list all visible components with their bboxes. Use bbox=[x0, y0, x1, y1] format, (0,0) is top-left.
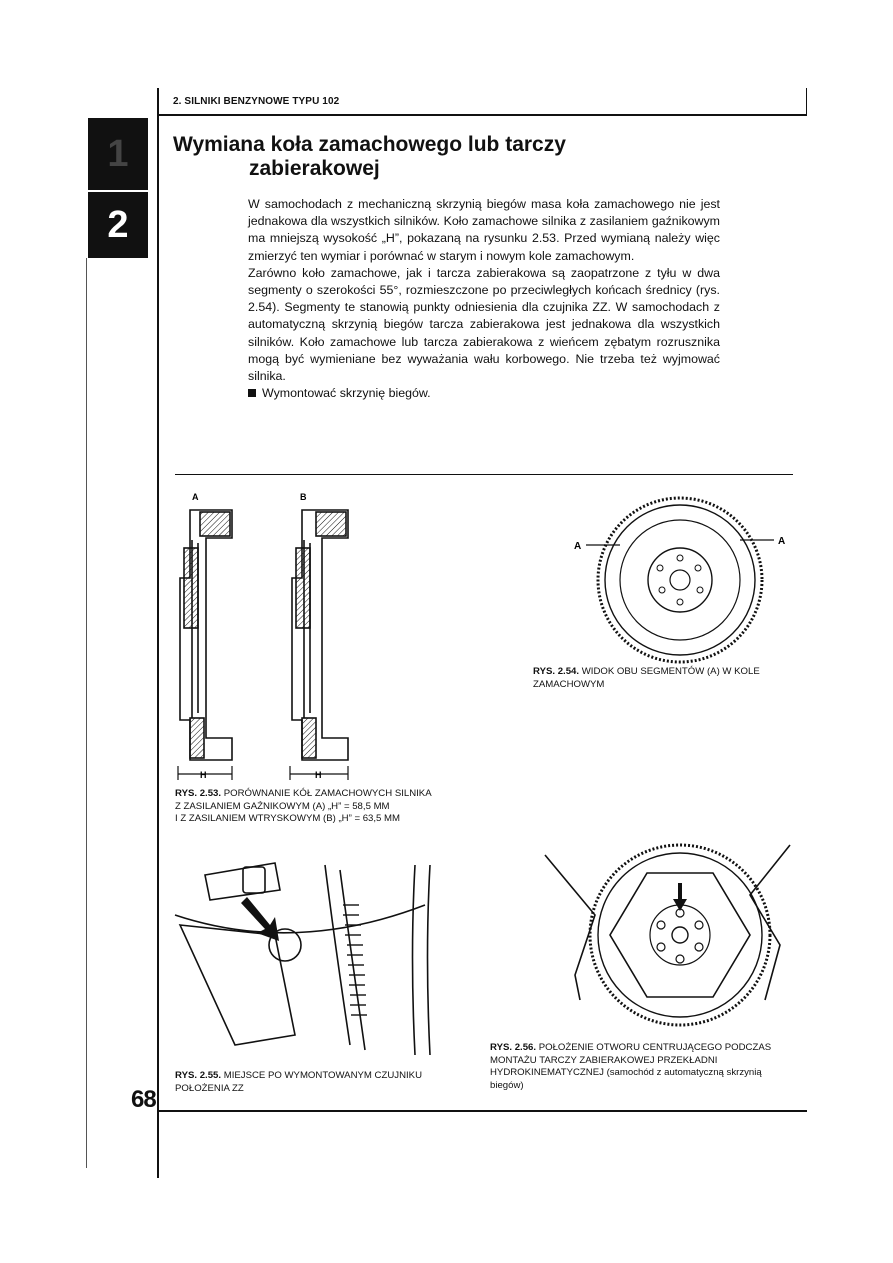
page-number: 68 bbox=[131, 1086, 156, 1113]
caption-2-56-line-4: biegów) bbox=[490, 1079, 524, 1091]
figure-2-53 bbox=[170, 488, 430, 788]
caption-2-56 bbox=[490, 1042, 800, 1092]
figure-2-56 bbox=[535, 825, 805, 1040]
chapter-tab-2: 2 bbox=[88, 192, 148, 258]
figure-2-54 bbox=[570, 490, 800, 670]
drive-plate-holes bbox=[657, 909, 703, 963]
caption-2-55-number: RYS. 2.55. bbox=[175, 1070, 222, 1081]
caption-2-54 bbox=[533, 666, 803, 691]
caption-2-53 bbox=[175, 788, 445, 826]
centering-arrow-icon bbox=[673, 883, 687, 911]
page-title bbox=[173, 133, 653, 181]
caption-2-53-line-2: Z ZASILANIEM GAŹNIKOWYM (A) „H” = 58,5 MM bbox=[175, 800, 390, 812]
caption-2-53-line-1: PORÓWNANIE KÓŁ ZAMACHOWYCH SILNIKA bbox=[223, 788, 432, 799]
fig253-label-h1: H bbox=[200, 770, 207, 780]
bullet-item bbox=[248, 385, 720, 402]
fig253-label-h2: H bbox=[315, 770, 322, 780]
fig254-label-left: A bbox=[574, 541, 582, 552]
caption-2-53-line-3: I Z ZASILANIEM WTRYSKOWYM (B) „H” = 63,5 MM bbox=[175, 813, 401, 824]
right-header-rule bbox=[806, 88, 807, 116]
fig253-label-a: A bbox=[192, 492, 199, 502]
paragraph-1: W samochodach z mechaniczną skrzynią biegów masa koła zamachowego nie jest jednakowa dla wszystkich silników. Koło zamachowe silnika z zasilaniem gaźnikowym ma mniejszą wysokość „H”, pokazaną na rysunku 2.53. Przed wymianą należy więc zmierzyć ten wymiar i porównać w starym i nowym kole zamachowym. bbox=[248, 197, 720, 263]
bolt-head bbox=[243, 867, 265, 893]
caption-2-56-line-3: HYDROKINEMATYCZNEJ bbox=[490, 1067, 604, 1078]
section-divider bbox=[175, 474, 793, 475]
drive-plate-ring bbox=[590, 845, 770, 1025]
flywheel-face bbox=[620, 520, 740, 640]
body-text bbox=[248, 196, 720, 402]
fig253-label-b: B bbox=[300, 492, 307, 502]
figure-2-55 bbox=[175, 845, 445, 1060]
flywheel-bolt-holes bbox=[657, 555, 703, 605]
header-rule bbox=[157, 114, 807, 116]
title-line-2: zabierakowej bbox=[249, 157, 380, 180]
section-header: 2. SILNIKI BENZYNOWE TYPU 102 bbox=[173, 96, 340, 107]
caption-2-54-line-2: ZAMACHOWYM bbox=[533, 678, 605, 690]
outer-left-rule bbox=[86, 258, 87, 1168]
flywheel-hub bbox=[648, 548, 712, 612]
bullet-text: Wymontować skrzynię biegów. bbox=[262, 386, 431, 401]
bullet-icon bbox=[248, 389, 256, 397]
fig254-label-right: A bbox=[778, 536, 786, 547]
caption-2-56-line-1: POŁOŻENIE OTWORU CENTRUJĄCEGO PODCZAS bbox=[538, 1042, 772, 1053]
flywheel-section-a bbox=[180, 510, 232, 760]
caption-2-55 bbox=[175, 1070, 455, 1095]
flywheel-ring-gear bbox=[598, 498, 762, 662]
caption-2-55-line-2: POŁOŻENIA ZZ bbox=[175, 1082, 244, 1094]
flywheel-outer bbox=[605, 505, 755, 655]
left-margin-rule bbox=[157, 88, 159, 1178]
title-line-1: Wymiana koła zamachowego lub tarczy bbox=[173, 133, 566, 156]
caption-2-56-number: RYS. 2.56. bbox=[490, 1042, 537, 1053]
flywheel-section-b bbox=[292, 510, 348, 760]
caption-2-53-number: RYS. 2.53. bbox=[175, 788, 222, 799]
paragraph-2: Zarówno koło zamachowe, jak i tarcza zabierakowa są zaopatrzone z tyłu w dwa segmenty o szerokości 55°, rozmieszczone po przeciwległych końcach średnicy (rys. 2.54). Segmenty te stanowią punkty odniesienia dla czujnika ZZ. W samochodach z automatyczną skrzynią biegów tarcza zabierakowa jest jednakowa dla wszystkich silników. Koło zamachowe lub tarcza zabierakowa z wieńcem zębatym rozrusznika mogą być wymieniane bez wyważania wału korbowego. Nie trzeba też wyjmować silnika. bbox=[248, 265, 720, 384]
chapter-tab-1: 1 bbox=[88, 118, 148, 190]
caption-2-55-line-1: MIEJSCE PO WYMONTOWANYM CZUJNIKU bbox=[223, 1070, 422, 1081]
arrow-icon bbox=[241, 897, 279, 941]
drive-plate-outer bbox=[598, 853, 762, 1017]
caption-2-54-number: RYS. 2.54. bbox=[533, 666, 580, 677]
caption-2-54-line-1: WIDOK OBU SEGMENTÓW (A) W KOLE bbox=[581, 666, 760, 677]
footer-rule bbox=[157, 1110, 807, 1112]
caption-2-56-line-3b: (samochód z automatyczną skrzynią bbox=[606, 1067, 762, 1078]
caption-2-56-line-2: MONTAŻU TARCZY ZABIERAKOWEJ PRZEKŁADNI bbox=[490, 1054, 718, 1066]
